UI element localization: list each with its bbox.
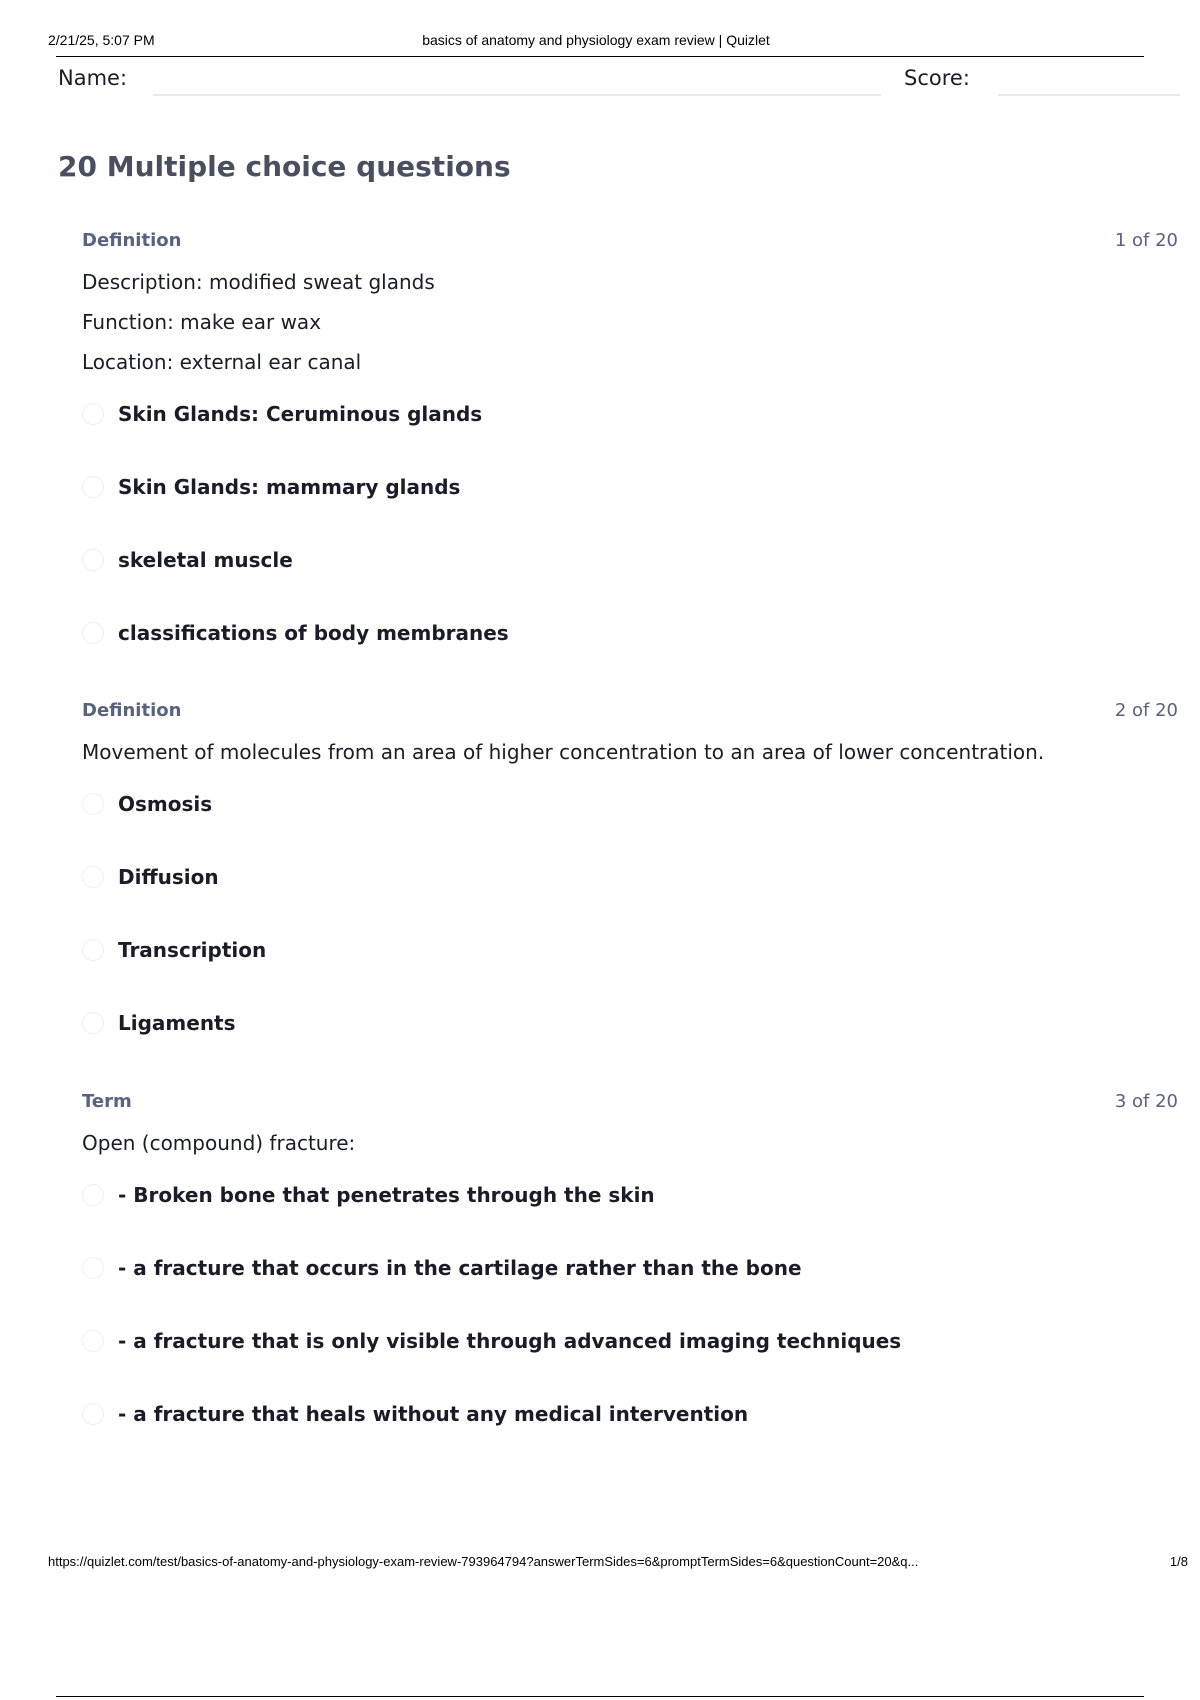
answer-option[interactable] [82,938,1178,1011]
question-type: Definition [82,700,182,721]
answer-option[interactable] [82,1183,1178,1256]
radio-button[interactable] [82,1257,104,1279]
answer-option[interactable] [82,1329,1178,1402]
prompt-line: Description: modified sweat glands [82,270,435,294]
question-prompt [82,732,1178,772]
option-label: skeletal muscle [118,548,293,572]
prompt-line: Location: external ear canal [82,350,362,374]
page-number: 1/8 [1169,1554,1188,1569]
question-counter: 1 of 20 [1114,230,1178,251]
option-label: Ligaments [118,1011,236,1035]
option-label: Osmosis [118,792,213,816]
answer-option[interactable] [82,1256,1178,1329]
question-type: Definition [82,230,182,251]
prompt-line: Open (compound) fracture: [82,1131,356,1155]
option-label: Transcription [118,938,267,962]
radio-button[interactable] [82,622,104,644]
answer-option[interactable] [82,548,1178,621]
page-url: https://quizlet.com/test/basics-of-anatomy-and-physiology-exam-review-793964794?answerTermSides=6&promptTermSides=6&questionCount=20&q... [48,1554,919,1569]
option-label: classifications of body membranes [118,621,509,645]
answer-option[interactable] [82,402,1178,475]
answer-option[interactable] [82,475,1178,548]
bottom-divider [56,1696,1144,1697]
radio-button[interactable] [82,476,104,498]
question-counter: 2 of 20 [1114,700,1178,721]
answer-option[interactable] [82,1402,1178,1475]
radio-button[interactable] [82,549,104,571]
section-title: 20 Multiple choice questions [58,150,511,183]
question-prompt [82,262,1178,382]
answer-options [82,792,1178,1084]
radio-button[interactable] [82,403,104,425]
prompt-line: Function: make ear wax [82,310,322,334]
print-title: basics of anatomy and physiology exam review | Quizlet [422,32,770,48]
print-header [48,30,1144,58]
radio-button[interactable] [82,793,104,815]
option-label: Skin Glands: Ceruminous glands [118,402,483,426]
option-label: - a fracture that heals without any medical intervention [118,1402,749,1426]
question-counter: 3 of 20 [1114,1091,1178,1112]
radio-button[interactable] [82,1330,104,1352]
option-label: Diffusion [118,865,219,889]
prompt-line: Movement of molecules from an area of higher concentration to an area of lower concentration. [82,740,1045,764]
name-score-row [58,64,1178,100]
header-divider [56,56,1144,57]
option-label: - Broken bone that penetrates through the skin [118,1183,655,1207]
answer-options [82,402,1178,694]
print-footer [48,1552,1188,1576]
answer-option[interactable] [82,1011,1178,1084]
radio-button[interactable] [82,1403,104,1425]
print-date: 2/21/25, 5:07 PM [48,32,155,48]
question-3 [82,1087,1178,1475]
name-label: Name: [58,66,128,90]
question-type: Term [82,1091,132,1112]
name-field[interactable] [153,94,881,96]
answer-option[interactable] [82,865,1178,938]
answer-option[interactable] [82,792,1178,865]
score-field[interactable] [998,94,1180,96]
question-2 [82,696,1178,1084]
radio-button[interactable] [82,1184,104,1206]
option-label: - a fracture that occurs in the cartilage rather than the bone [118,1256,802,1280]
radio-button[interactable] [82,939,104,961]
answer-option[interactable] [82,621,1178,694]
question-1 [82,226,1178,694]
option-label: Skin Glands: mammary glands [118,475,461,499]
question-prompt [82,1123,1178,1163]
score-label: Score: [904,66,970,90]
option-label: - a fracture that is only visible through advanced imaging techniques [118,1329,902,1353]
answer-options [82,1183,1178,1475]
radio-button[interactable] [82,866,104,888]
radio-button[interactable] [82,1012,104,1034]
